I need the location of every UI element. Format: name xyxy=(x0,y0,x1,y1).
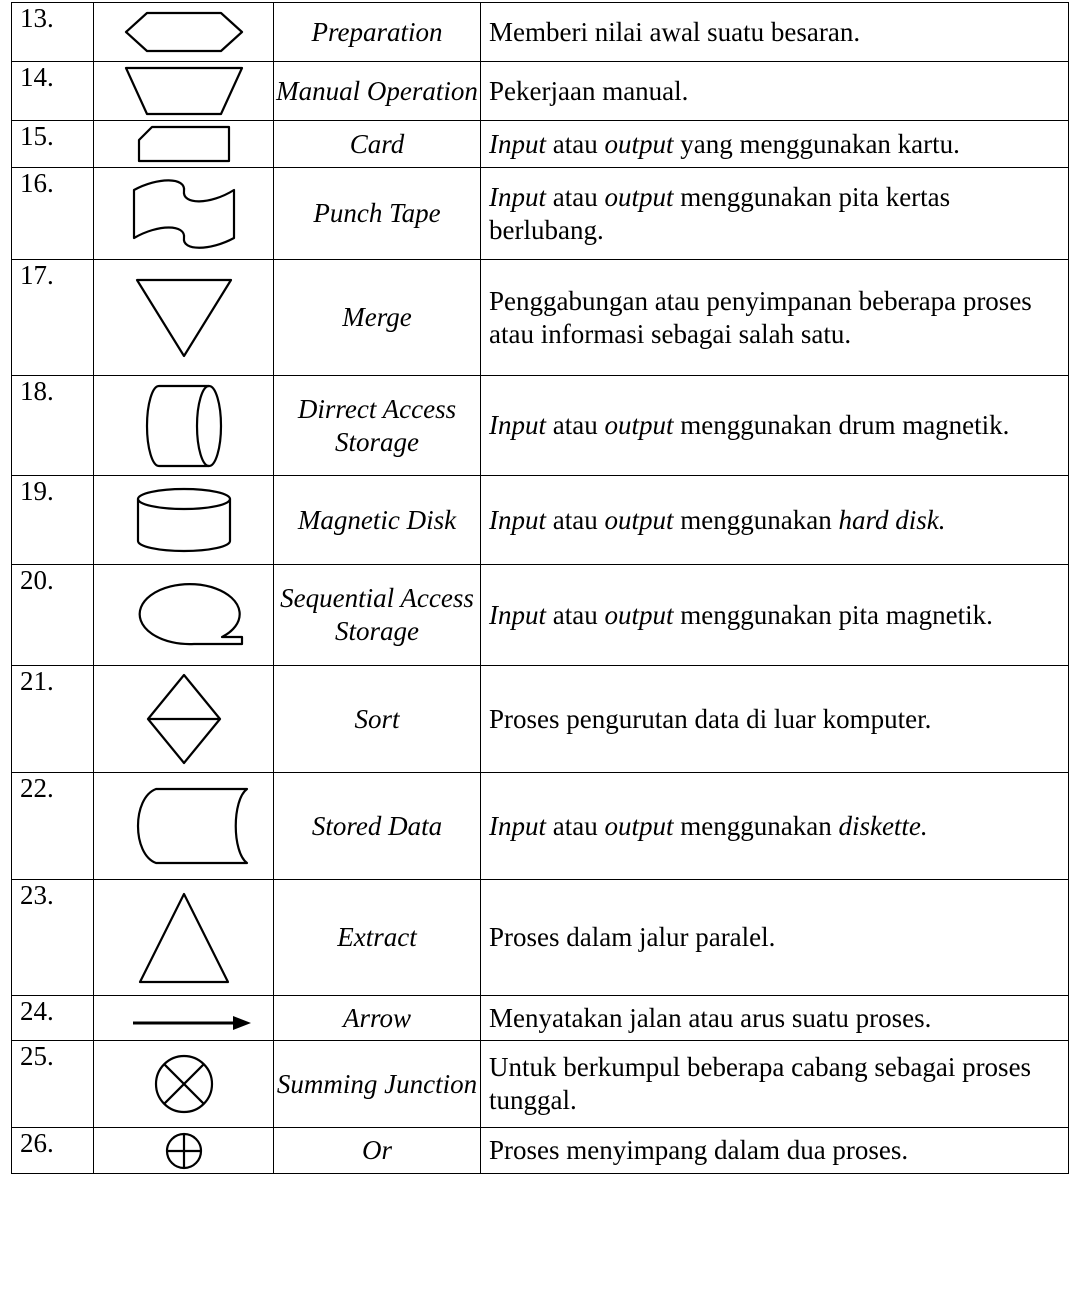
description-text: Proses menyimpang dalam dua proses. xyxy=(489,1135,909,1166)
description-italic-term: Input xyxy=(489,128,546,159)
description-italic-term: Input xyxy=(489,599,546,630)
stored-data-shape-icon xyxy=(136,788,248,864)
direct-access-storage-drum-icon xyxy=(145,385,223,467)
sequential-access-storage-tape-icon xyxy=(134,582,246,648)
magnetic-disk-cylinder-icon xyxy=(137,488,231,552)
symbol-description xyxy=(481,168,1069,260)
row-number: 21. xyxy=(12,666,94,773)
description-text: menggunakan xyxy=(673,504,839,535)
table-row xyxy=(12,996,1069,1041)
row-number: 17. xyxy=(12,260,94,376)
row-number: 16. xyxy=(12,168,94,260)
description-italic-term: Input xyxy=(489,181,546,212)
table-row xyxy=(12,1041,1069,1128)
symbol-cell xyxy=(94,260,274,376)
symbol-name: Card xyxy=(274,121,481,168)
description-text: yang menggunakan kartu. xyxy=(673,128,960,159)
row-number: 23. xyxy=(12,880,94,996)
symbol-name: Summing Junction xyxy=(274,1041,481,1128)
description-text: menggunakan drum magnetik. xyxy=(673,410,1010,441)
flowchart-symbol-table xyxy=(11,2,1069,1174)
row-number: 25. xyxy=(12,1041,94,1128)
description-italic-term: output xyxy=(604,181,674,212)
symbol-name: Dirrect Access Storage xyxy=(274,376,481,476)
description-italic-term: output xyxy=(604,599,674,630)
symbol-cell xyxy=(94,376,274,476)
description-text: atau xyxy=(546,181,605,212)
symbol-description xyxy=(481,996,1069,1041)
description-text: atau xyxy=(546,810,605,841)
symbol-description xyxy=(481,1128,1069,1174)
or-circle-plus-icon xyxy=(165,1132,203,1170)
sort-diamond-icon xyxy=(147,674,221,764)
table-row xyxy=(12,565,1069,666)
symbol-cell xyxy=(94,476,274,565)
arrow-icon xyxy=(133,1016,251,1030)
extract-triangle-up-icon xyxy=(139,893,229,983)
symbol-description xyxy=(481,773,1069,880)
symbol-cell xyxy=(94,3,274,62)
description-text: Penggabungan atau penyimpanan beberapa proses atau informasi sebagai salah satu. xyxy=(489,285,1032,349)
punch-tape-shape-icon xyxy=(133,181,235,247)
description-text: Memberi nilai awal suatu besaran. xyxy=(489,16,861,47)
description-text: atau xyxy=(546,128,605,159)
description-italic-term: output xyxy=(604,128,674,159)
table-row xyxy=(12,476,1069,565)
manual-operation-trapezoid-icon xyxy=(125,67,243,115)
symbol-name: Or xyxy=(274,1128,481,1174)
description-text: atau xyxy=(546,504,605,535)
row-number: 22. xyxy=(12,773,94,880)
table-row xyxy=(12,3,1069,62)
summing-junction-circle-x-icon xyxy=(154,1054,214,1114)
symbol-cell xyxy=(94,1128,274,1174)
symbol-cell xyxy=(94,565,274,666)
row-number: 26. xyxy=(12,1128,94,1174)
table-row xyxy=(12,773,1069,880)
symbol-cell xyxy=(94,1041,274,1128)
description-text: Pekerjaan manual. xyxy=(489,75,689,106)
symbol-cell xyxy=(94,773,274,880)
symbol-description xyxy=(481,121,1069,168)
table-row xyxy=(12,376,1069,476)
symbol-description xyxy=(481,1041,1069,1128)
description-italic-term: output xyxy=(604,504,674,535)
description-text: Proses pengurutan data di luar komputer. xyxy=(489,703,932,734)
row-number: 14. xyxy=(12,62,94,121)
description-italic-term: Input xyxy=(489,410,546,441)
symbol-description xyxy=(481,376,1069,476)
table-row xyxy=(12,168,1069,260)
symbol-cell xyxy=(94,996,274,1041)
symbol-name: Extract xyxy=(274,880,481,996)
symbol-description xyxy=(481,880,1069,996)
symbol-description xyxy=(481,476,1069,565)
description-italic-term: diskette. xyxy=(838,810,928,841)
symbol-name: Punch Tape xyxy=(274,168,481,260)
row-number: 20. xyxy=(12,565,94,666)
symbol-name: Stored Data xyxy=(274,773,481,880)
symbol-cell xyxy=(94,121,274,168)
description-italic-term: hard disk. xyxy=(838,504,946,535)
symbol-table-body xyxy=(12,3,1069,1174)
preparation-hexagon-icon xyxy=(125,12,243,52)
symbol-cell xyxy=(94,880,274,996)
table-row xyxy=(12,121,1069,168)
card-shape-icon xyxy=(138,126,230,162)
symbol-name: Arrow xyxy=(274,996,481,1041)
symbol-name: Sort xyxy=(274,666,481,773)
table-row xyxy=(12,1128,1069,1174)
symbol-cell xyxy=(94,62,274,121)
description-text: atau xyxy=(546,599,605,630)
symbol-description xyxy=(481,3,1069,62)
row-number: 13. xyxy=(12,3,94,62)
merge-triangle-down-icon xyxy=(136,279,232,357)
symbol-name: Manual Operation xyxy=(274,62,481,121)
description-italic-term: output xyxy=(604,410,674,441)
row-number: 15. xyxy=(12,121,94,168)
symbol-name: Sequential Access Storage xyxy=(274,565,481,666)
table-row xyxy=(12,62,1069,121)
symbol-name: Merge xyxy=(274,260,481,376)
description-text: Menyatakan jalan atau arus suatu proses. xyxy=(489,1002,932,1033)
table-row xyxy=(12,666,1069,773)
symbol-description xyxy=(481,260,1069,376)
symbol-description xyxy=(481,62,1069,121)
table-row xyxy=(12,260,1069,376)
description-text: atau xyxy=(546,410,605,441)
symbol-description xyxy=(481,565,1069,666)
description-text: menggunakan xyxy=(673,810,839,841)
description-text: menggunakan pita kertas berlubang. xyxy=(489,181,951,245)
symbol-description xyxy=(481,666,1069,773)
symbol-name: Preparation xyxy=(274,3,481,62)
symbol-cell xyxy=(94,666,274,773)
description-text: menggunakan pita magnetik. xyxy=(673,599,993,630)
description-italic-term: output xyxy=(604,810,674,841)
symbol-name: Magnetic Disk xyxy=(274,476,481,565)
table-row xyxy=(12,880,1069,996)
row-number: 18. xyxy=(12,376,94,476)
row-number: 19. xyxy=(12,476,94,565)
description-text: Proses dalam jalur paralel. xyxy=(489,922,776,953)
description-italic-term: Input xyxy=(489,810,546,841)
description-text: Untuk berkumpul beberapa cabang sebagai proses tunggal. xyxy=(489,1052,1032,1115)
symbol-cell xyxy=(94,168,274,260)
description-italic-term: Input xyxy=(489,504,546,535)
row-number: 24. xyxy=(12,996,94,1041)
